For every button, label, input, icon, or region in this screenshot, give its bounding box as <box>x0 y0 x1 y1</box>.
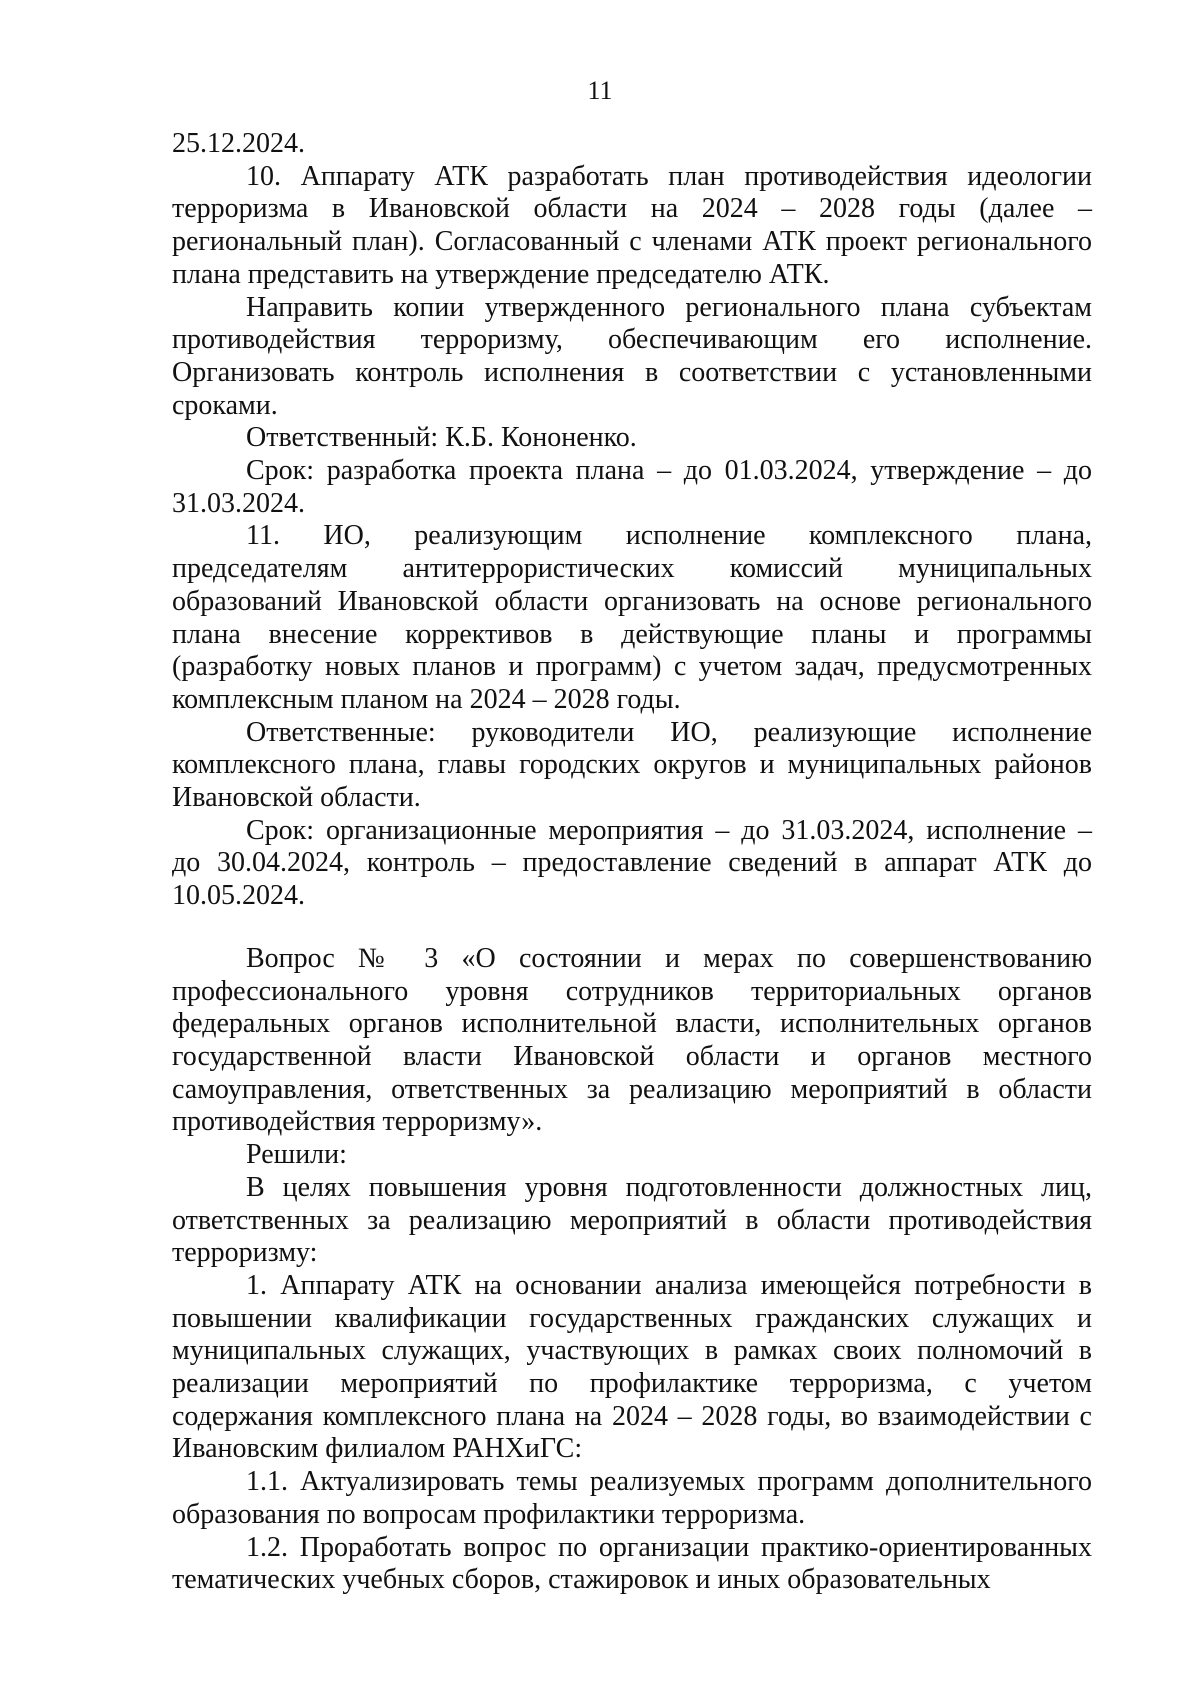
deadline-line: Срок: разработка проекта плана – до 01.03.2024, утверждение – до 31.03.2024. <box>172 455 1092 519</box>
responsible-line: Ответственный: К.Б. Кононенко. <box>246 422 637 454</box>
page-number: 11 <box>587 76 613 105</box>
paragraph: В целях повышения уровня подготовленности должностных лиц, ответственных за реализацию мероприятий в области противодействия терроризму: <box>172 1171 1092 1269</box>
paragraph: 11. ИО, реализующим исполнение комплексного плана, председателям антитеррористических комиссий муниципальных образований Ивановской области организовать на основе регионального плана внесение коррективов в действующие планы и программы (разработку новых планов и программ) с учетом задач, предусмотренных комплексным планом на 2024 – 2028 годы. <box>172 520 1092 715</box>
resolution-label: Решили: <box>246 1139 347 1171</box>
paragraph: 25.12.2024. <box>172 128 305 159</box>
paragraph: Направить копии утвержденного регионального плана субъектам противодействия терроризму, обеспечивающим его исполнение. Организовать контроль исполнения в соответствии с установленными сроками. <box>172 291 1092 421</box>
question-heading: Вопрос № 3 «О состоянии и мерах по совершенствованию профессионального уровня сотрудников территориальных органов федеральных органов исполнительной власти, исполнительных органов государственной власти Ивановской области и органов местного самоуправления, ответственных за реализацию мероприятий в области противодействия терроризму». <box>172 942 1092 1138</box>
deadline-line: Срок: организационные мероприятия – до 31.03.2024, исполнение – до 30.04.2024, контроль – предоставление сведений в аппарат АТК до 10.05.2024. <box>172 814 1092 912</box>
document-body <box>172 128 1092 1597</box>
paragraph: 1.2. Проработать вопрос по организации практико-ориентированных тематических учебных сборов, стажировок и иных образовательных <box>172 1531 1092 1596</box>
paragraph: 1.1. Актуализировать темы реализуемых программ дополнительного образования по вопросам профилактики терроризма. <box>172 1466 1092 1530</box>
paragraph: 1. Аппарату АТК на основании анализа имеющейся потребности в повышении квалификации государственных гражданских служащих и муниципальных служащих, участвующих в рамках своих полномочий в реализации мероприятий по профилактике терроризма, с учетом содержания комплексного плана на 2024 – 2028 годы, во взаимодействии с Ивановским филиалом РАНХиГС: <box>172 1269 1092 1465</box>
responsible-line: Ответственные: руководители ИО, реализующие исполнение комплексного плана, главы городских округов и муниципальных районов Ивановской области. <box>172 716 1092 814</box>
paragraph: 10. Аппарату АТК разработать план противодействия идеологии терроризма в Ивановской области на 2024 – 2028 годы (далее – региональный план). Согласованный с членами АТК проект регионального плана представить на утверждение председателю АТК. <box>172 160 1092 290</box>
